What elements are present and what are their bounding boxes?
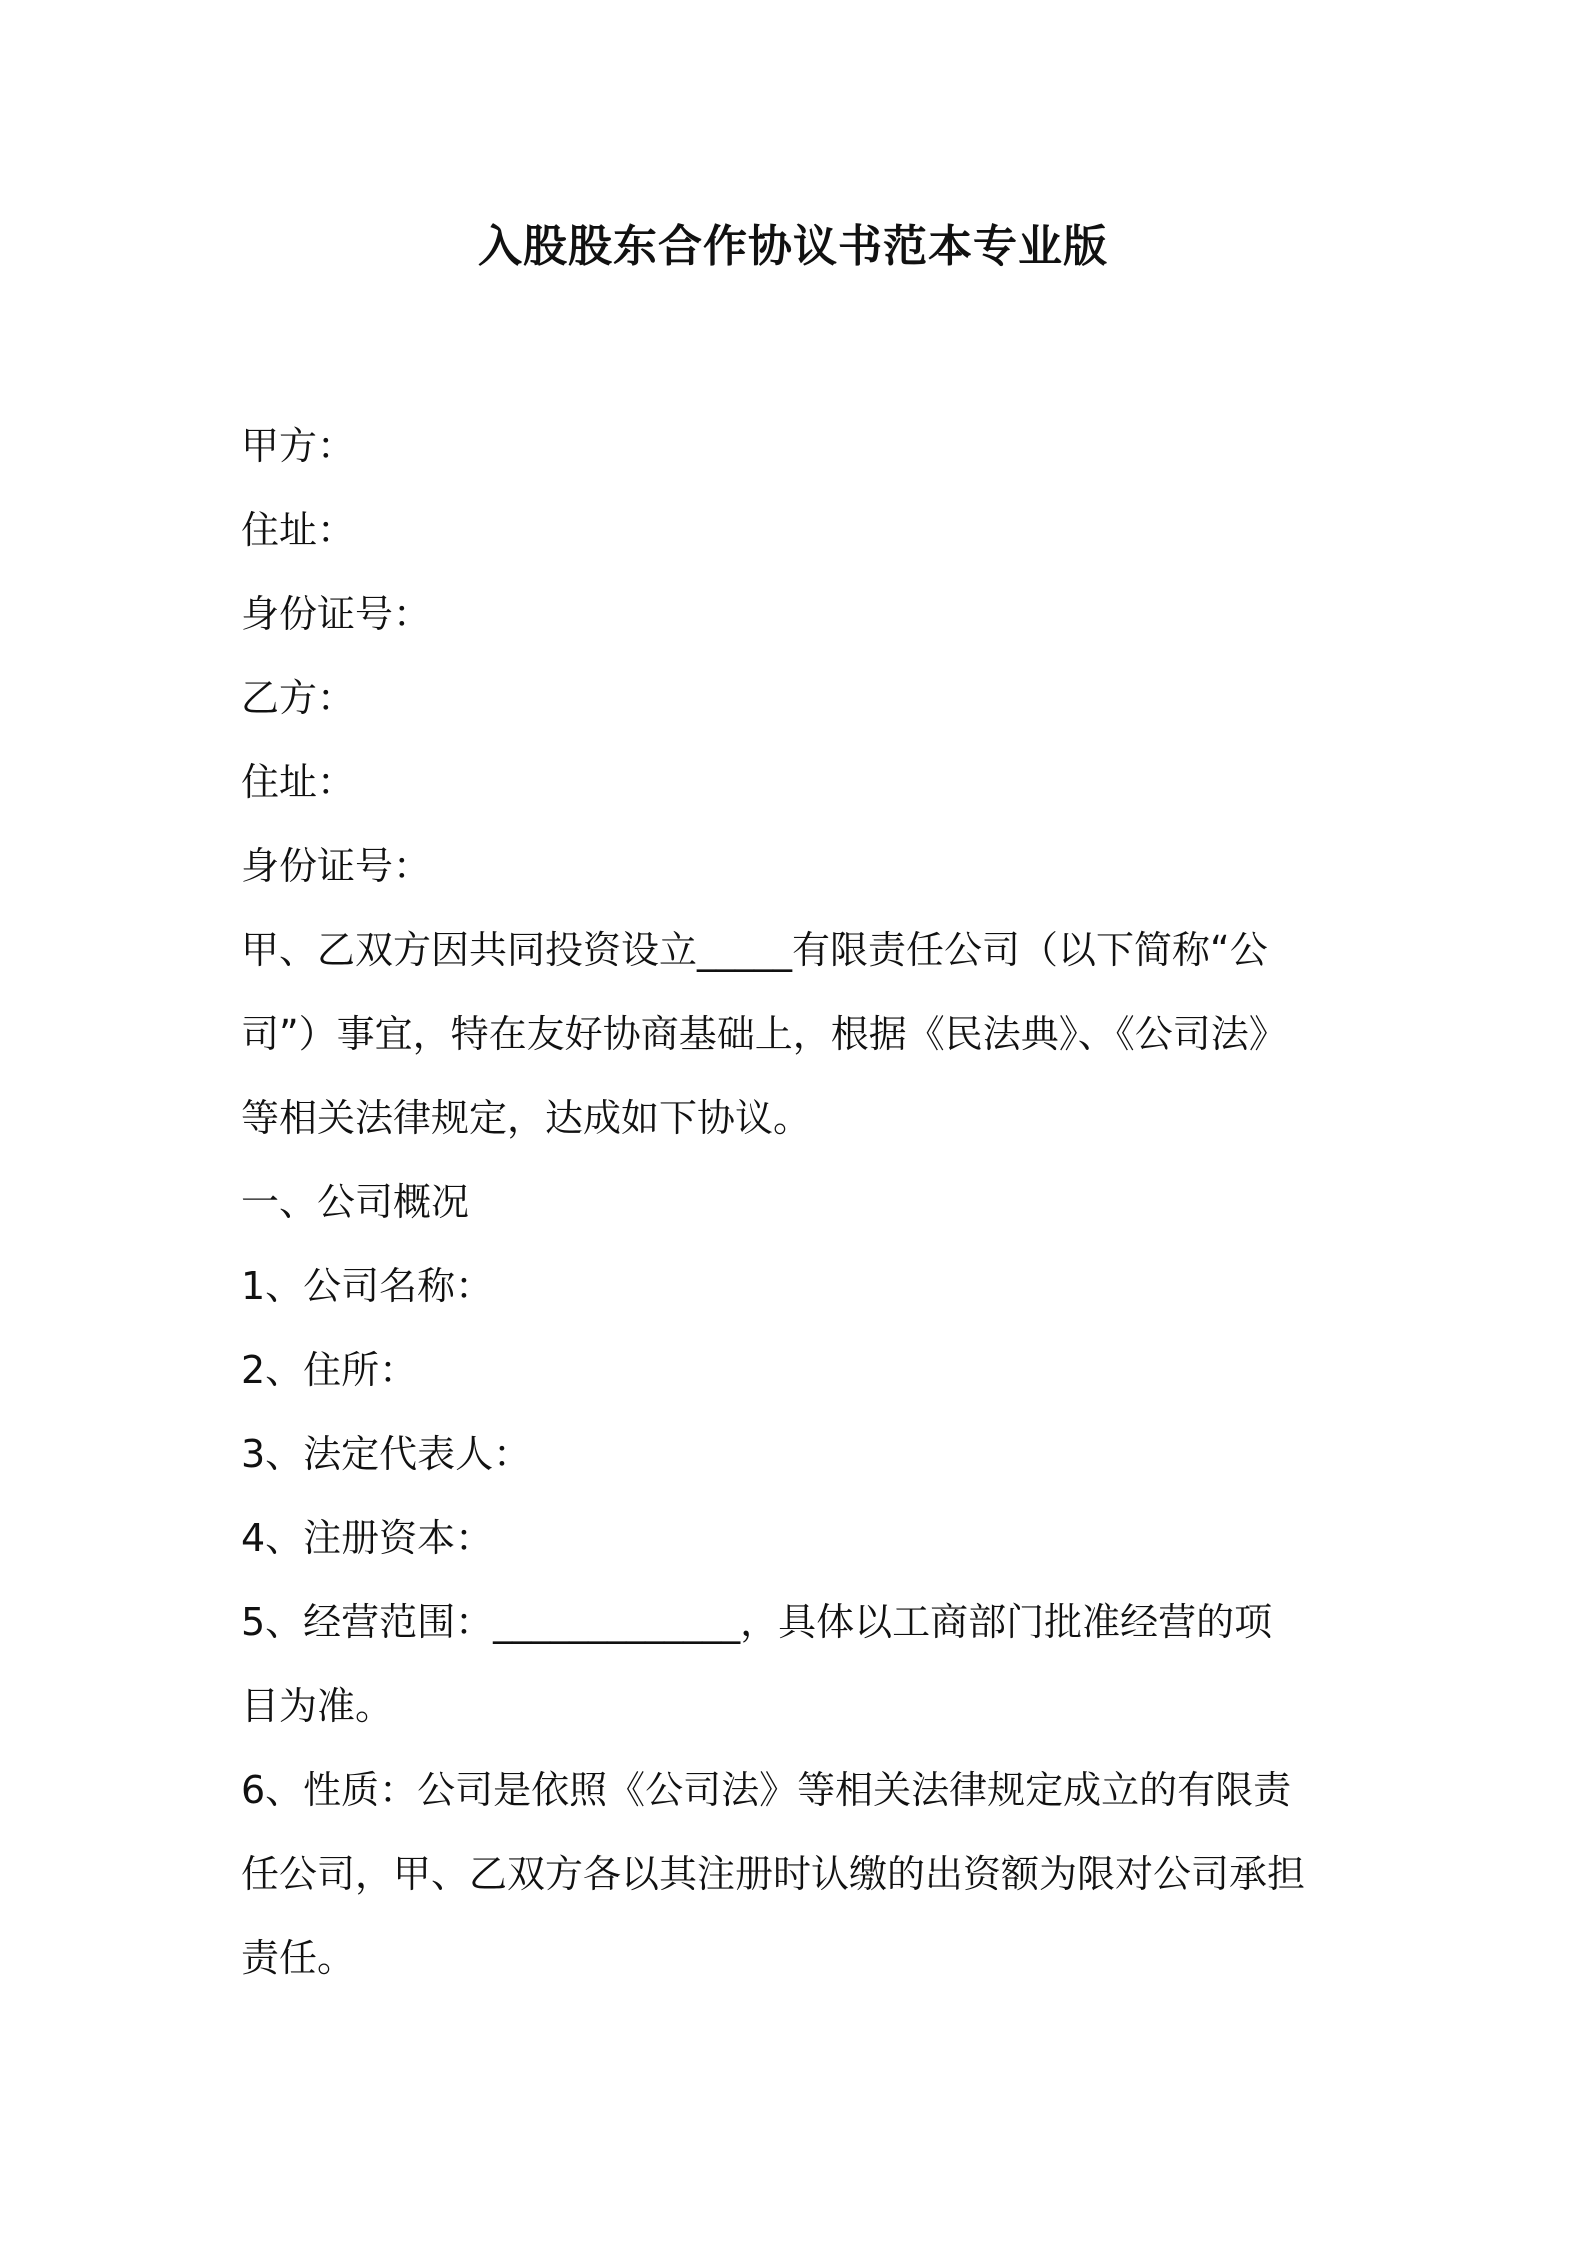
clause-legal-representative: 3、法定代表人：: [241, 1432, 532, 1476]
clause-business-scope-line-1: 5、经营范围：_____________，具体以工商部门批准经营的项: [241, 1600, 1273, 1644]
party-b-id-label: 身份证号：: [241, 844, 432, 888]
party-b-address-label: 住址：: [241, 760, 356, 804]
clause-nature-line-1: 6、性质：公司是依照《公司法》等相关法律规定成立的有限责: [241, 1768, 1292, 1812]
preamble-line-3: 等相关法律规定，达成如下协议。: [241, 1096, 812, 1140]
section-heading-company-overview: 一、公司概况: [241, 1180, 470, 1224]
clause-nature-line-3: 责任。: [241, 1936, 356, 1980]
document-title: 入股股东合作协议书范本专业版: [478, 221, 1108, 272]
clause-domicile: 2、住所：: [241, 1348, 418, 1392]
preamble-line-1: 甲、乙双方因共同投资设立_____有限责任公司（以下简称“公: [241, 928, 1268, 972]
clause-nature-line-2: 任公司，甲、乙双方各以其注册时认缴的出资额为限对公司承担: [241, 1852, 1306, 1896]
clause-company-name: 1、公司名称：: [241, 1264, 494, 1308]
clause-registered-capital: 4、注册资本：: [241, 1516, 494, 1560]
party-a-label: 甲方：: [241, 424, 356, 468]
party-b-label: 乙方：: [241, 676, 356, 720]
preamble-line-2: 司”）事宜，特在友好协商基础上，根据《民法典》、《公司法》: [241, 1012, 1287, 1056]
document-body: [241, 404, 1361, 2000]
clause-business-scope-line-2: 目为准。: [241, 1684, 394, 1728]
party-a-address-label: 住址：: [241, 508, 356, 552]
party-a-id-label: 身份证号：: [241, 592, 432, 636]
